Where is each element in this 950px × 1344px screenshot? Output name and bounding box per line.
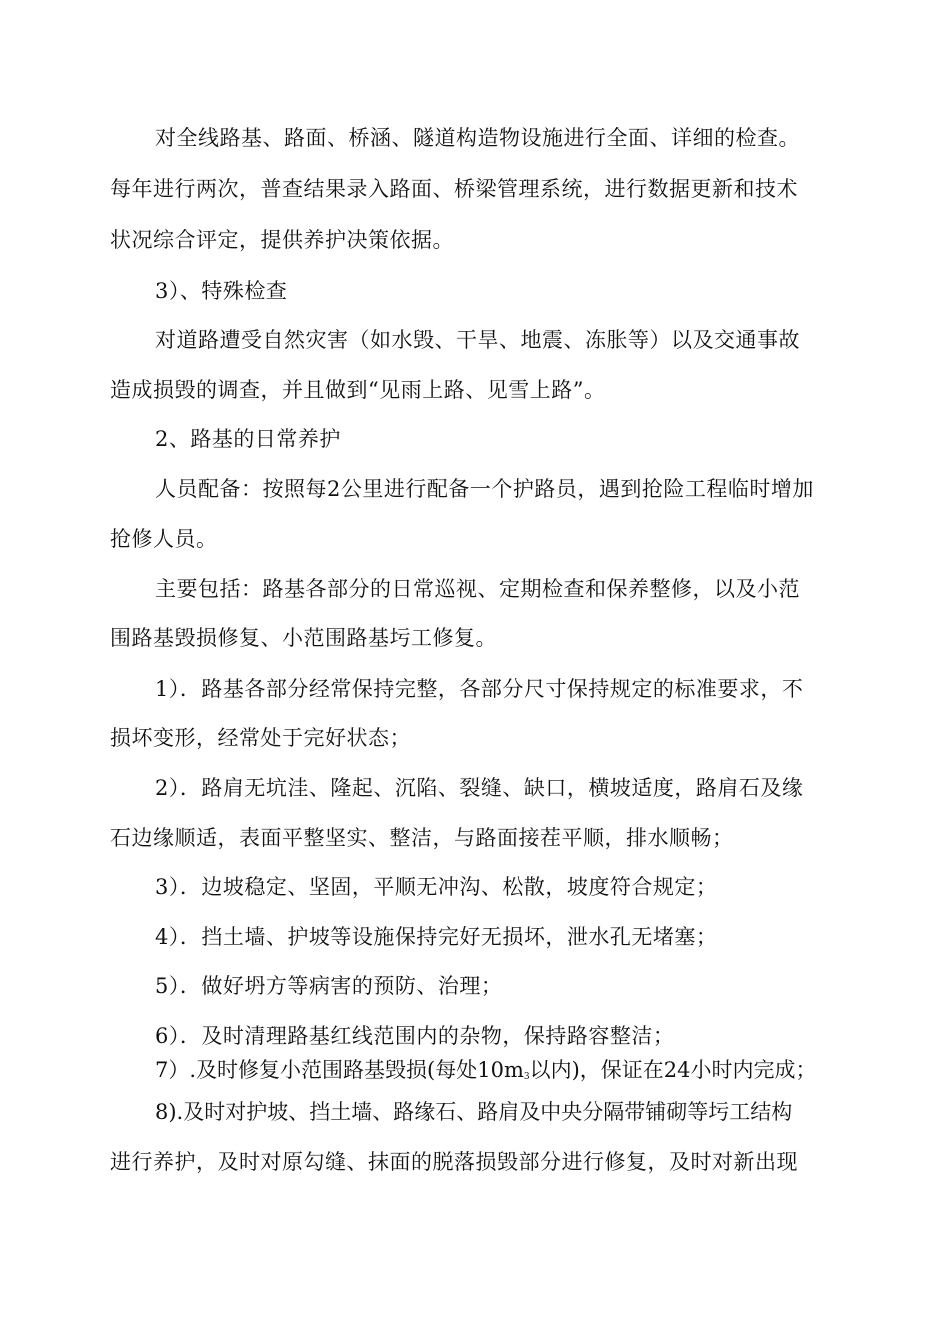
heading-special-inspection: 3）、特殊检查 [155, 279, 288, 303]
item-7 [155, 1055, 855, 1092]
item-5: 5）．做好坍方等病害的预防、治理； [155, 974, 503, 998]
item-2-line-1: 2）．路肩无坑洼、隆起、沉陷、裂缝、缺口，横坡适度，路肩石及缘 [155, 776, 804, 800]
paragraph-6-line-2: 围路基毁损修复、小范围路基圬工修复。 [110, 626, 497, 650]
paragraph-1-line-1: 对全线路基、路面、桥涵、隧道构造物设施进行全面、详细的检查。 [155, 126, 800, 150]
paragraph-6-line-1: 主要包括：路基各部分的日常巡视、定期检查和保养整修，以及小范 [155, 577, 800, 601]
item-2-line-2: 石边缘顺适，表面平整坚实、整洁，与路面接茬平顺，排水顺畅； [110, 826, 734, 850]
item-6: 6）．及时清理路基红线范围内的杂物，保持路容整洁； [155, 1024, 675, 1048]
paragraph-5-line-1: 人员配备：按照每2公里进行配备一个护路员，遇到抢险工程临时增加 [155, 477, 814, 501]
item-1-line-2: 损坏变形，经常处于完好状态； [110, 726, 411, 750]
heading-roadbed-maintenance: 2、路基的日常养护 [155, 427, 341, 451]
paragraph-5-line-2: 抢修人员。 [110, 527, 218, 551]
item-3: 3）．边坡稳定、坚固，平顺无冲沟、松散，坡度符合规定； [155, 875, 718, 899]
cubic-superscript: 3 [523, 1072, 530, 1082]
paragraph-1-line-2: 每年进行两次，普查结果录入路面、桥梁管理系统，进行数据更新和技术 [110, 177, 798, 201]
paragraph-1-line-3: 状况综合评定，提供养护决策依据。 [110, 228, 454, 252]
item-8-line-2: 进行养护，及时对原勾缝、抹面的脱落损毁部分进行修复，及时对新出现 [110, 1150, 798, 1174]
paragraph-3-line-2: 造成损毁的调查，并且做到“见雨上路、见雪上路”。 [110, 378, 606, 402]
paragraph-3-line-1: 对道路遭受自然灾害（如水毁、干旱、地震、冻胀等）以及交通事故 [155, 328, 800, 352]
item-4: 4）．挡土墙、护坡等设施保持完好无损坏，泄水孔无堵塞； [155, 925, 718, 949]
item-7-part-2: 以内)，保证在24小时内完成； [529, 1058, 817, 1082]
item-8-line-1: 8).及时对护坡、挡土墙、路缘石、路肩及中央分隔带铺砌等圬工结构 [155, 1100, 793, 1124]
item-7-part-1: 7）.及时修复小范围路基毁损(每处10m [155, 1058, 524, 1082]
item-1-line-1: 1）．路基各部分经常保持完整，各部分尺寸保持规定的标准要求，不 [155, 677, 804, 701]
